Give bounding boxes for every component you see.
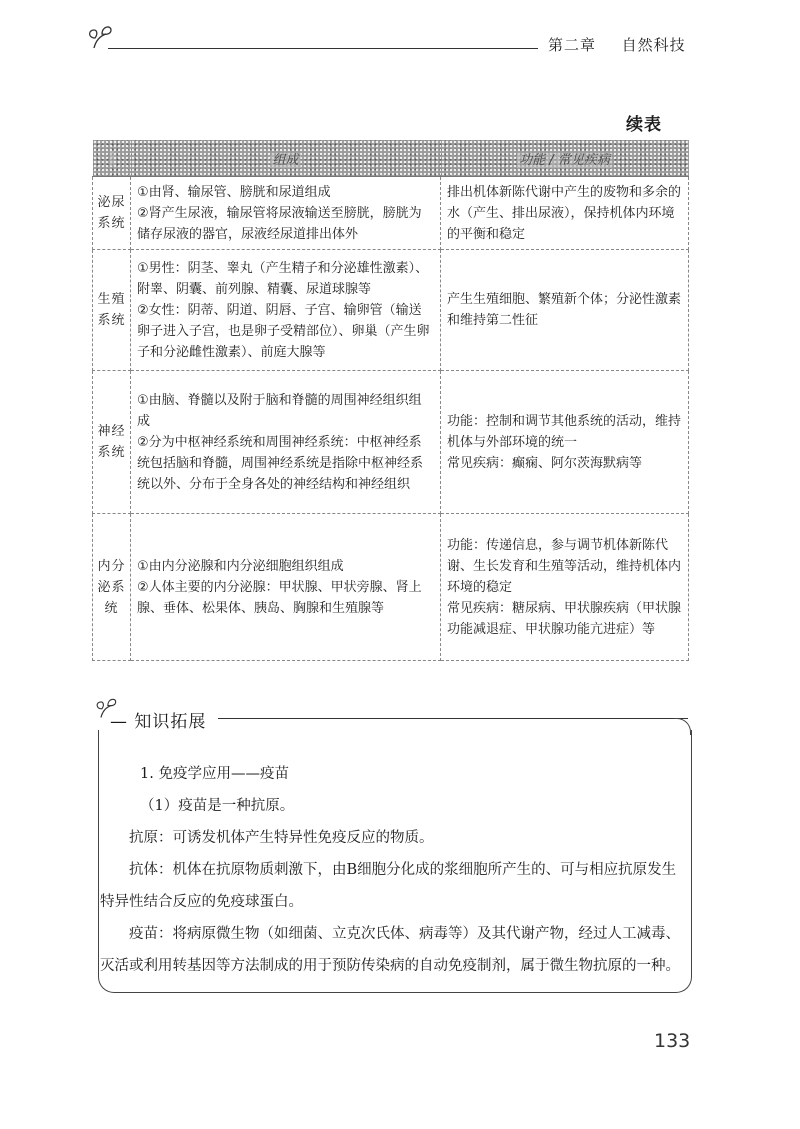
body-systems-table xyxy=(92,140,689,661)
table-row-urinary xyxy=(93,177,689,250)
table-header-row xyxy=(93,140,689,177)
function-line: 排出机体新陈代谢中产生的废物和多余的水（产生、排出尿液），保持机体内环境的平衡和稳定 xyxy=(447,184,682,242)
composition-line: ①由脑、脊髓以及附于脑和脊髓的周围神经组织组成 xyxy=(137,392,422,429)
extension-body xyxy=(100,758,682,982)
function-line: 产生生殖细胞、繁殖新个体；分泌性激素和维持第二性征 xyxy=(447,292,682,328)
composition-cell xyxy=(131,250,441,371)
extension-paragraph: 疫苗：将病原微生物（如细菌、立克次氏体、病毒等）及其代谢产物，经过人工减毒、灭活或利用转基因等方法制成的用于预防传染病的自动免疫制剂，属于微生物抗原的一种。 xyxy=(100,926,680,974)
function-cell xyxy=(441,250,689,371)
function-line: 功能：控制和调节其他系统的活动，维持机体与外部环境的统一 xyxy=(447,413,682,450)
function-cell xyxy=(441,514,689,661)
extension-paragraph: 抗体：机体在抗原物质刺激下，由B细胞分化成的浆细胞所产生的、可与相应抗原发生特异性结合反应的免疫球蛋白。 xyxy=(100,862,677,910)
system-name-cell: 泌尿系统 xyxy=(93,177,131,250)
function-line: 功能：传递信息，参与调节机体新陈代谢、生长发育和生殖等活动，维持机体内环境的稳定 xyxy=(447,537,682,595)
composition-line: ②人体主要的内分泌腺：甲状腺、甲状旁腺、肾上腺、垂体、松果体、胰岛、胸腺和生殖腺等 xyxy=(137,579,422,616)
function-line: 常见疾病：糖尿病、甲状腺疾病（甲状腺功能减退症、甲状腺功能亢进症）等 xyxy=(447,600,682,637)
composition-cell xyxy=(131,371,441,514)
running-header xyxy=(548,34,686,55)
composition-cell xyxy=(131,177,441,250)
function-cell xyxy=(441,371,689,514)
section-label: 自然科技 xyxy=(621,36,686,54)
extension-heading-rule xyxy=(218,718,688,719)
composition-line: ①由肾、输尿管、膀胱和尿道组成 xyxy=(137,184,331,200)
composition-line: ①由内分泌腺和内分泌细胞组织组成 xyxy=(137,558,344,574)
composition-line: ①男性：阴茎、睾丸（产生精子和分泌雄性激素）、附睾、阴囊、前列腺、精囊、尿道球腺等 xyxy=(137,260,429,297)
chapter-label: 第二章 xyxy=(548,36,597,54)
table-row-nervous xyxy=(93,371,689,514)
header-rule xyxy=(108,48,538,49)
composition-cell xyxy=(131,514,441,661)
header-cell-function: 功能 / 常见疾病 xyxy=(441,140,689,177)
function-cell xyxy=(441,177,689,250)
extension-paragraph: 抗原：可诱发机体产生特异性免疫反应的物质。 xyxy=(129,830,434,846)
system-name-cell: 生殖系统 xyxy=(93,250,131,371)
composition-line: ②肾产生尿液，输尿管将尿液输送至膀胱，膀胱为储存尿液的器官，尿液经尿道排出体外 xyxy=(137,205,422,242)
function-line: 常见疾病：癫痫、阿尔茨海默病等 xyxy=(447,455,643,471)
header-cell-composition: 组成 xyxy=(131,140,441,177)
continued-table-label: 续表 xyxy=(626,115,662,135)
system-name-cell: 神经系统 xyxy=(93,371,131,514)
table-row-reproductive xyxy=(93,250,689,371)
composition-line: ②分为中枢神经系统和周围神经系统：中枢神经系统包括脑和脊髓，周围神经系统是指除中枢神经系统以外、分布于全身各处的神经结构和神经组织 xyxy=(137,434,424,492)
header-cell-system xyxy=(93,140,131,177)
table-row-endocrine xyxy=(93,514,689,661)
extension-item-title: 1. 免疫学应用——疫苗 xyxy=(140,766,289,782)
page-number: 133 xyxy=(654,1030,691,1052)
extension-heading: — 知识拓展 xyxy=(110,712,207,732)
system-name-cell: 内分泌系统 xyxy=(93,514,131,661)
composition-line: ②女性：阴蒂、阴道、阴唇、子宫、输卵管（输送卵子进入子宫，也是卵子受精部位）、卵巢（产生卵子和分泌雌性激素）、前庭大腺等 xyxy=(137,302,430,360)
extension-subitem: （1）疫苗是一种抗原。 xyxy=(140,798,295,814)
